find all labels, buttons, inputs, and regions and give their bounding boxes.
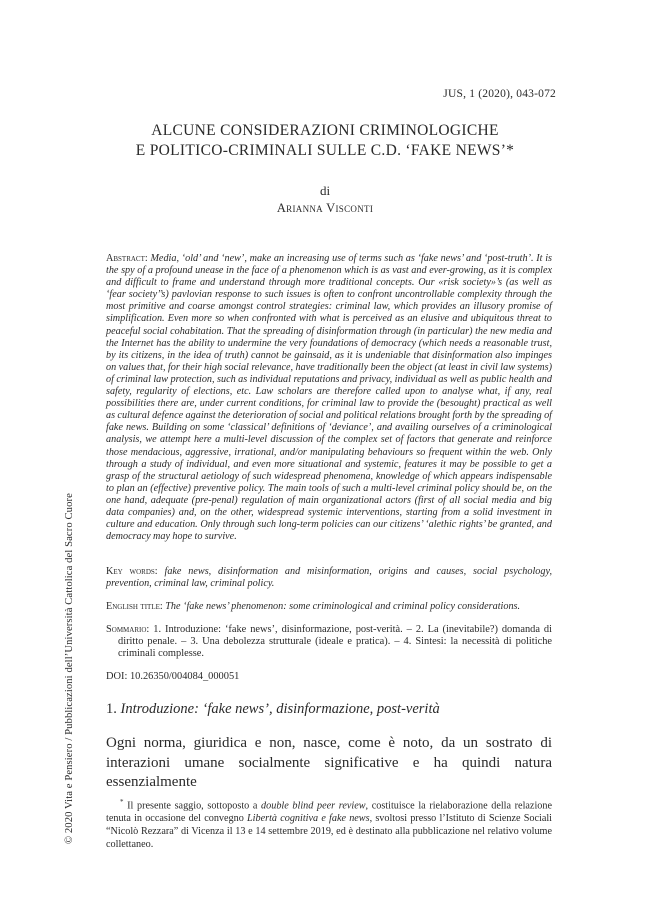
- keywords: [106, 566, 552, 590]
- footnote-text-2: , costituisce la rielaborazione della relazione tenuta in occasione del convegno: [106, 800, 552, 825]
- footnote-text-3: , svoltosi presso l’Istituto di Scienze Sociali “Nicolò Rezzara” di Vicenza il 13 e 14 settembre 2019, ed è destinato alla pubblicazione nel relativo volume collettaneo.: [106, 813, 553, 851]
- footnote-italic-2: Libertà cognitiva e fake news: [247, 813, 370, 825]
- english-title-text: The ‘fake news’ phenomenon: some criminological and criminal policy considerations.: [165, 601, 521, 612]
- side-copyright-notice: © 2020 Vita e Pensiero / Pubblicazioni dell’Università Cattolica del Sacro Cuore: [64, 493, 75, 844]
- doi: DOI: 10.26350/004084_000051: [106, 671, 240, 682]
- footnote-text-1: Il presente saggio, sottoposto a: [127, 800, 262, 812]
- footnote-italic-1: double blind peer review: [261, 800, 366, 812]
- footnote-marker: *: [120, 798, 124, 806]
- section-number: 1.: [106, 701, 117, 717]
- sommario-text: 1. Introduzione: ‘fake news’, disinformazione, post-verità. – 2. La (inevitabile?) domanda di diritto penale. – 3. Una debolezza strutturale (ideale e pratica). – 4. Sintesi: la necessità di politiche criminali complesse.: [118, 624, 552, 660]
- abstract-label: Abstract:: [106, 253, 148, 264]
- english-title-label: English title:: [106, 601, 163, 612]
- body-paragraph: Ogni norma, giuridica e non, nasce, come è noto, da un sostrato di interazioni umane socialmente significative e ha quindi natura essenzialmente: [106, 735, 552, 790]
- sommario-label: Sommario:: [106, 624, 150, 635]
- article-title-line-1: ALCUNE CONSIDERAZIONI CRIMINOLOGICHE: [151, 122, 499, 139]
- abstract: [106, 253, 552, 543]
- footnote: [106, 796, 552, 851]
- article-title-line-2: E POLITICO-CRIMINALI SULLE C.D. ‘FAKE NEWS’*: [135, 142, 515, 159]
- abstract-text: Media, ‘old’ and ‘new’, make an increasing use of terms such as ‘fake news’ and ‘post-truth’. It is the spy of a profound unease in the face of a phenomenon which is as vast and ever-growing, as it is complex and difficult to frame and understand through more traditional concepts. Our «risk society»’s (as well as ‘fear society’’s) pavlovian response to such issues is often to confront uncontrollable complexity through the most primitive and coarse amongst control strategies: criminal law, which provides an illusory promise of simplification. Even more so when confronted with what is perceived as an elusive and ubiquitous threat to peaceful social cohabitation. That the spreading of disinformation through (in particular) the new media and the Internet has the ability to undermine the very foundations of democracy (which needs a reasonable trust, by its citizens, in the idea of truth) cannot be gainsaid, as it is undeniable that disinformation also impinges on values that, for their high social relevance, have traditionally been the object (at least in civil law systems) of criminal law protection, such as individual reputations and privacy, individual as well as public health and safety, regularity of elections, etc. Law scholars are therefore called upon to analyse what, if any, real possibilities there are, under current conditions, for criminal law to provide the (besought) practical as well as cultural defence against the deterioration of social and political relations brought forth by the spreading of fake news. Building on some ‘classical’ definitions of ‘deviance’, and availing ourselves of a criminological analysis, we attempt here a multi-level discussion of the complex set of factors that generate and reinforce those mendacious, aggressive, irrational, and/or manipulating behaviours so frequent within the web. Only through a study of individual, and even more situational and systemic, features it may be possible to get a grasp of the structural aetiology of such widespread phenomena, knowledge of which appears indispensable to plan an (effective) preventive policy. The main tools of such a multi-level criminal policy should be, on the one hand, adequate (pre-penal) regulation of main organizational actors (first of all social media and big data companies) and, on the other, widespread systemic interventions, starting from a solid investment in culture and education. Only through such long-term policies can our citizens’ ‘alethic rights’ be granted, and democracy may hope to survive.: [106, 253, 552, 543]
- keywords-label: Key words:: [106, 566, 158, 577]
- author-name: Arianna Visconti: [276, 201, 374, 215]
- section-heading: [106, 701, 552, 718]
- journal-reference: JUS, 1 (2020), 043-072: [443, 88, 556, 100]
- by-line-di: di: [319, 183, 331, 198]
- section-title-text: Introduzione: ‘fake news’, disinformazione, post-verità: [120, 701, 440, 717]
- article-title: [100, 121, 550, 161]
- english-title: [106, 601, 552, 613]
- table-of-contents: [106, 624, 552, 660]
- keywords-text: fake news, disinformation and misinformation, origins and causes, social psychology, prevention, criminal law, criminal policy.: [106, 566, 552, 590]
